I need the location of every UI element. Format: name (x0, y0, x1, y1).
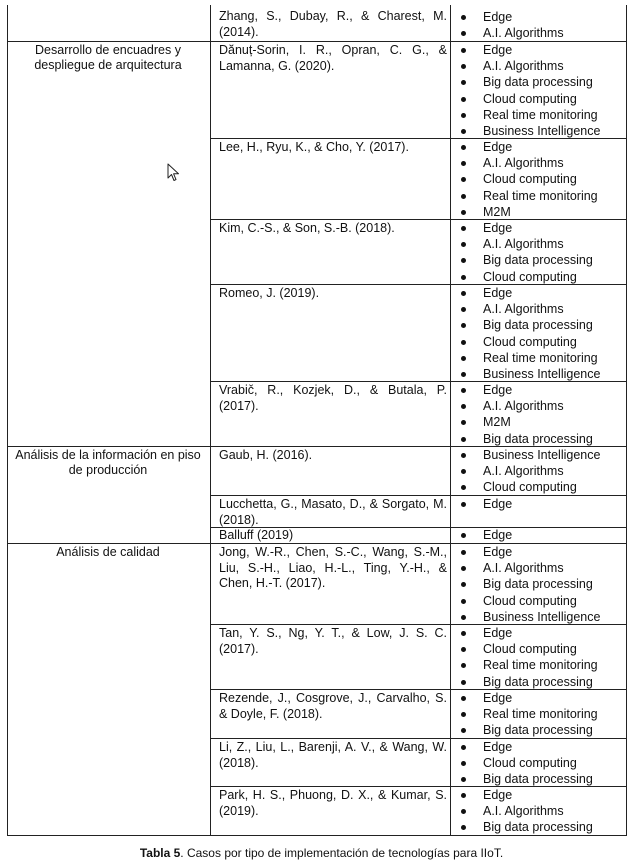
reference-cell: Gaub, H. (2016). (219, 448, 313, 462)
category-cell-quality-analysis: Análisis de calidad (56, 545, 160, 559)
reference-cell: Li, Z., Liu, L., Barenji, A. V., & Wang, W. (2018). (219, 740, 447, 770)
category-cell-architecture: Desarrollo de encuadres y despliegue de arquitectura (34, 43, 182, 72)
technology-item: Cloud computing (458, 641, 598, 657)
technology-list (458, 9, 564, 41)
technology-item: Real time monitoring (458, 188, 598, 204)
technology-item: Business Intelligence (458, 609, 600, 625)
technology-item: Edge (458, 544, 600, 560)
technology-item: Cloud computing (458, 593, 600, 609)
technology-list (458, 544, 600, 625)
reference-cell: Romeo, J. (2019). (219, 286, 320, 300)
reference-cell: Zhang, S., Dubay, R., & Charest, M. (2014). (219, 9, 447, 39)
technology-list (458, 220, 593, 285)
technology-item: A.I. Algorithms (458, 58, 600, 74)
technology-list (458, 285, 600, 382)
technology-item: A.I. Algorithms (458, 155, 598, 171)
reference-cell: Park, H. S., Phuong, D. X., & Kumar, S. (2019). (219, 788, 447, 818)
technology-item: Big data processing (458, 674, 598, 690)
reference-cell: Tan, Y. S., Ng, Y. T., & Low, J. S. C. (2017). (219, 626, 447, 656)
column-divider-category (210, 5, 211, 835)
technology-item: A.I. Algorithms (458, 301, 600, 317)
technology-list (458, 447, 600, 496)
technology-item: Edge (458, 625, 598, 641)
technology-item: Cloud computing (458, 334, 600, 350)
technology-list (458, 739, 593, 788)
reference-cell: Lee, H., Ryu, K., & Cho, Y. (2017). (219, 140, 409, 154)
reference-cell: Rezende, J., Cosgrove, J., Carvalho, S. & Doyle, F. (2018). (219, 691, 447, 721)
technology-item: Cloud computing (458, 269, 593, 285)
technology-item: Edge (458, 382, 593, 398)
column-divider-reference (450, 5, 451, 835)
table-caption (0, 846, 643, 860)
technology-item: Big data processing (458, 576, 600, 592)
technology-item: A.I. Algorithms (458, 560, 600, 576)
technology-item: A.I. Algorithms (458, 398, 593, 414)
technology-item: Big data processing (458, 317, 600, 333)
table-border-right (626, 5, 627, 835)
reference-cell: Dănuț-Sorin, I. R., Opran, C. G., & Lamanna, G. (2020). (219, 43, 447, 73)
reference-cell: Lucchetta, G., Masato, D., & Sorgato, M. (2018). (219, 497, 447, 527)
technology-list (458, 42, 600, 139)
technology-list (458, 382, 593, 447)
technology-item: M2M (458, 414, 593, 430)
technology-item: Cloud computing (458, 91, 600, 107)
technology-item: Edge (458, 739, 593, 755)
technology-item: Business Intelligence (458, 366, 600, 382)
technology-item: Edge (458, 42, 600, 58)
technology-list (458, 690, 598, 739)
mouse-pointer-icon (167, 163, 181, 183)
technology-list (458, 527, 512, 543)
technology-item: Edge (458, 139, 598, 155)
technology-list (458, 496, 512, 512)
technology-list (458, 787, 593, 836)
technology-list (458, 625, 598, 690)
technology-item: Edge (458, 787, 593, 803)
technology-item: Real time monitoring (458, 350, 600, 366)
reference-cell: Kim, C.-S., & Son, S.-B. (2018). (219, 221, 395, 235)
technology-item: Big data processing (458, 252, 593, 268)
caption-label: Tabla 5 (139, 846, 181, 860)
technology-item: Real time monitoring (458, 706, 598, 722)
table-border-left (7, 5, 8, 835)
technology-item: Edge (458, 690, 598, 706)
technology-item: Big data processing (458, 722, 598, 738)
category-cell-information-analysis: Análisis de la información en piso de producción (15, 448, 201, 477)
technology-item: Cloud computing (458, 171, 598, 187)
technology-item: Big data processing (458, 431, 593, 447)
technology-item: A.I. Algorithms (458, 236, 593, 252)
technology-item: Real time monitoring (458, 657, 598, 673)
technology-item: M2M (458, 204, 598, 220)
caption-text: . Casos por tipo de implementación de tecnologías para IIoT. (180, 846, 504, 860)
technology-item: Real time monitoring (458, 107, 600, 123)
reference-cell: Vrabič, R., Kozjek, D., & Butala, P. (2017). (219, 383, 447, 413)
technology-item: Edge (458, 496, 512, 512)
technology-item: Cloud computing (458, 755, 593, 771)
technology-item: A.I. Algorithms (458, 803, 593, 819)
technology-item: Edge (458, 285, 600, 301)
technology-item: A.I. Algorithms (458, 25, 564, 41)
technology-item: A.I. Algorithms (458, 463, 600, 479)
technology-item: Big data processing (458, 74, 600, 90)
technology-item: Cloud computing (458, 479, 600, 495)
technology-item: Edge (458, 220, 593, 236)
reference-cell: Jong, W.-R., Chen, S.-C., Wang, S.-M., Liu, S.-H., Liao, H.-L., Ting, Y.-H., & Chen, H.-T. (2017). (219, 545, 447, 590)
technology-list (458, 139, 598, 220)
reference-cell: Balluff (2019) (219, 528, 294, 542)
technology-item: Business Intelligence (458, 447, 600, 463)
technology-item: Big data processing (458, 771, 593, 787)
technology-item: Business Intelligence (458, 123, 600, 139)
technology-item: Edge (458, 9, 564, 25)
technology-item: Big data processing (458, 819, 593, 835)
technology-item: Edge (458, 527, 512, 543)
